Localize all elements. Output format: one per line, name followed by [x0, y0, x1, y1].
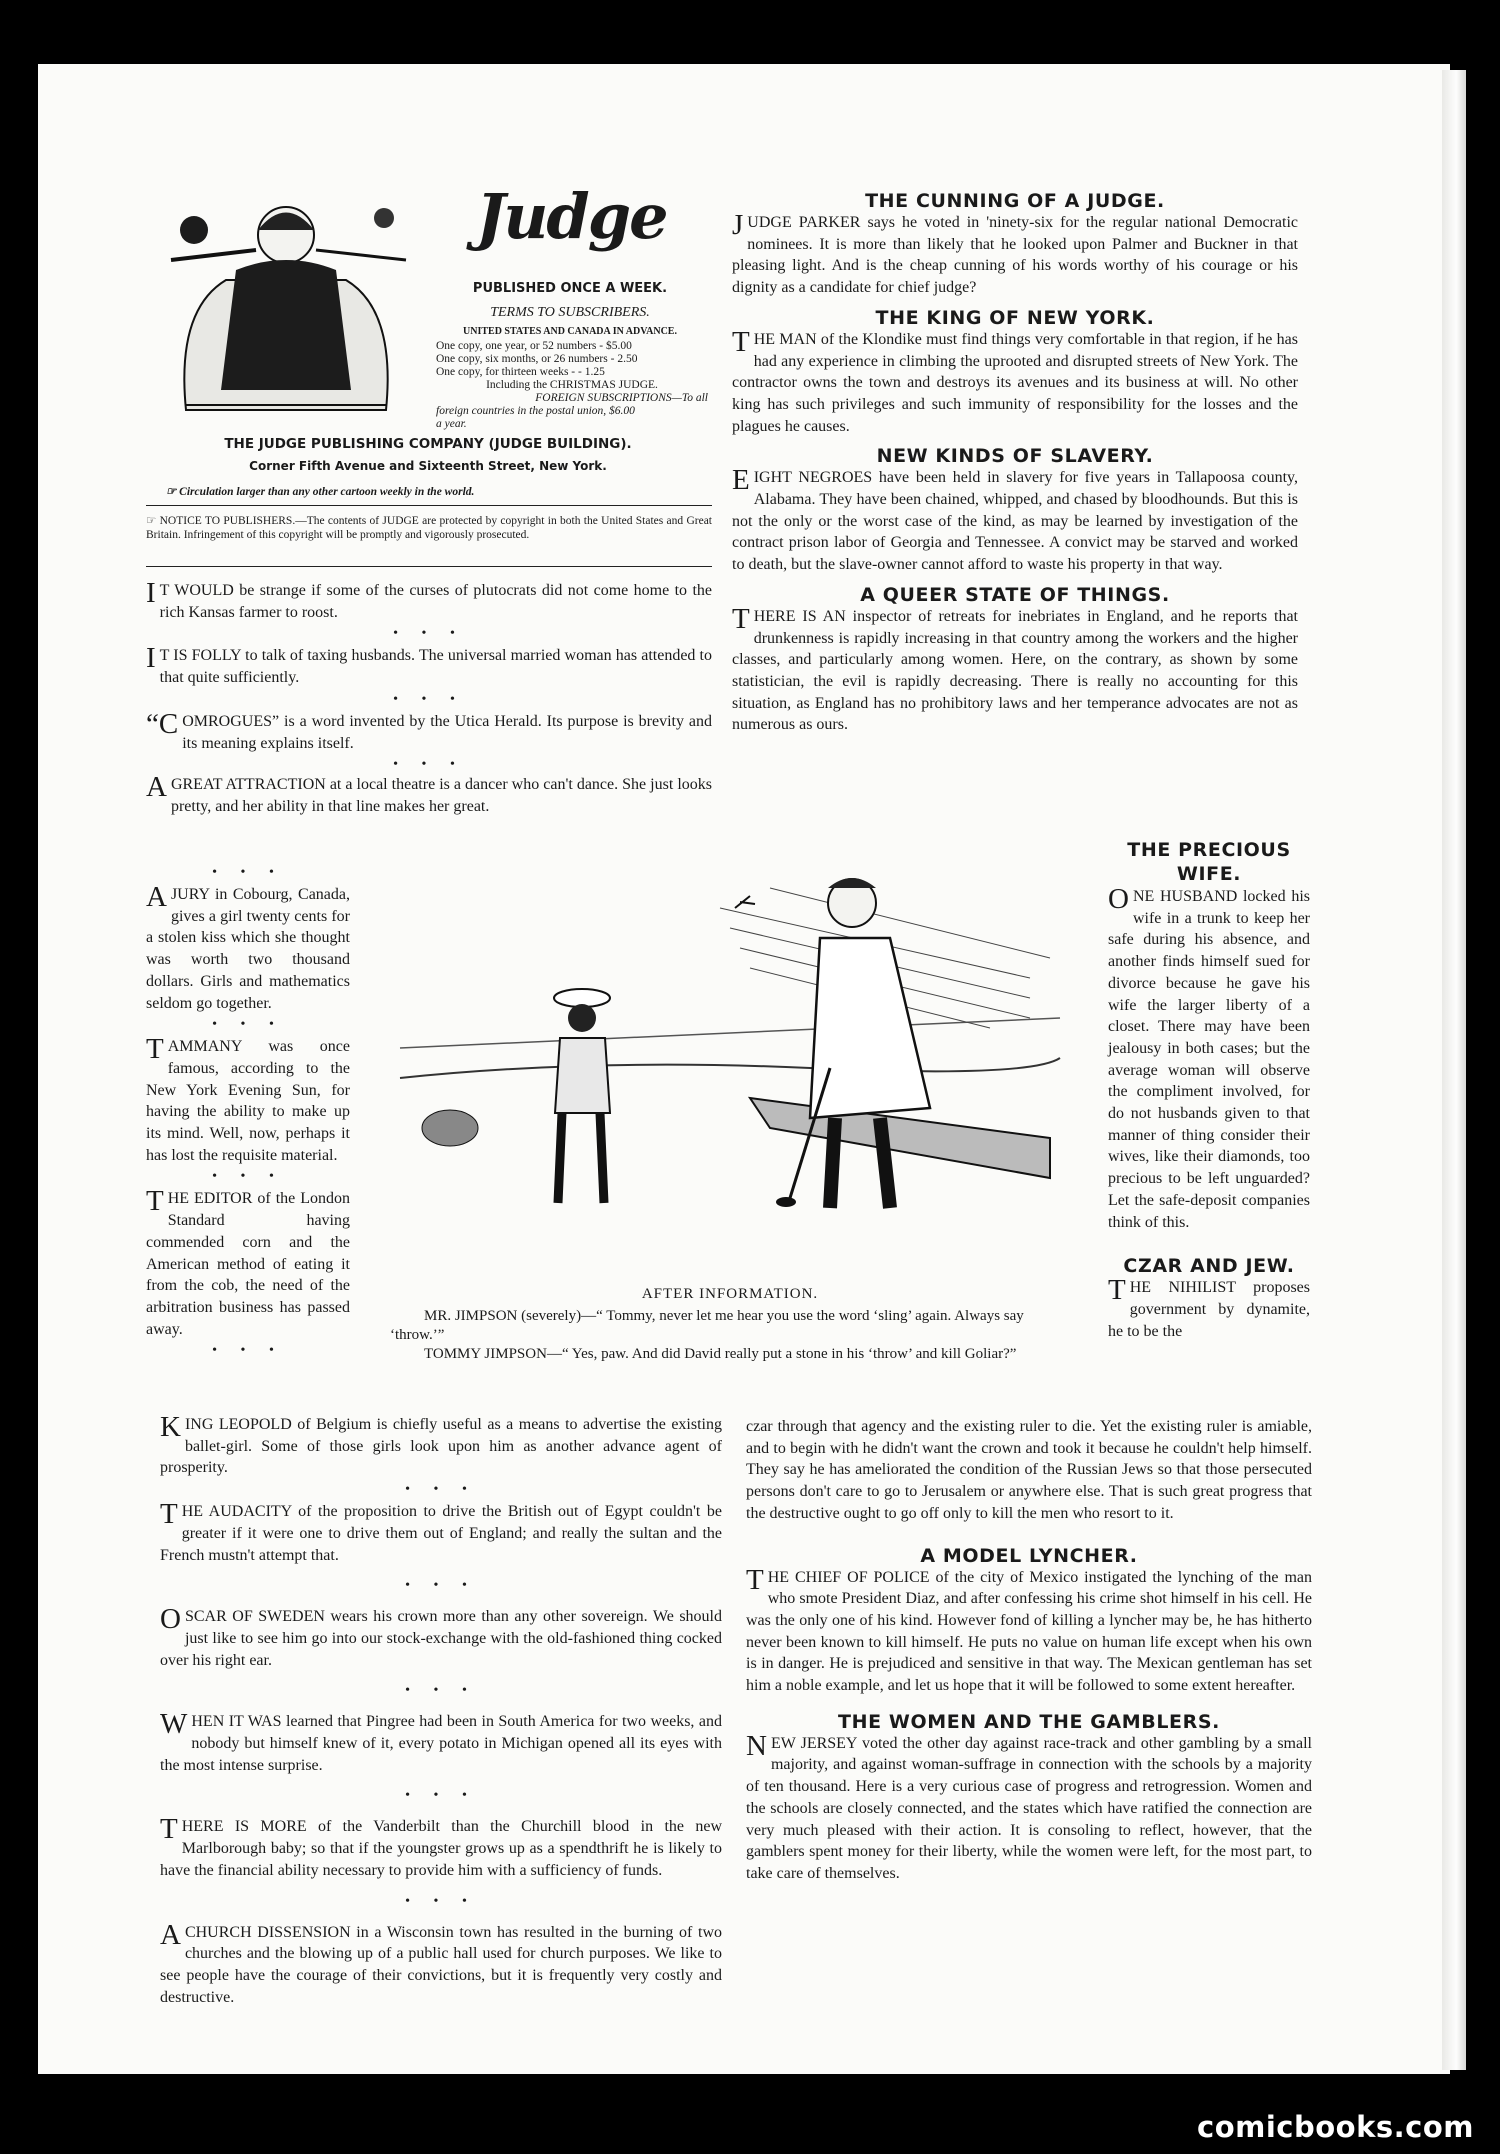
separator-stars: • • • — [393, 691, 465, 707]
article-body: THE NIHILIST proposes government by dynamite, he to be the — [1108, 1274, 1310, 1340]
article-headline: THE CUNNING OF A JUDGE. — [865, 190, 1165, 212]
article-body: THE CHIEF OF POLICE of the city of Mexico instigated the lynching of the man who smote President Diaz, and after confessing his crime shot himself in his cell. He was the only one of his kind. However fond of killing a lyncher may be, he has hitherto never been known to kill himself. He puts no value on human life except when his own is in danger. He is prejudiced and sensitive in that way. The Mexican gentleman has set him a noble example, and let us hope that it will be followed to some extent hereafter. — [746, 1563, 1312, 1695]
cartoon-title: AFTER INFORMATION. — [641, 1286, 819, 1302]
paragraph: THE EDITOR of the London Standard having commended corn and the American method of eating it from the cob, the need of the arbitration business has passed away. — [146, 1185, 350, 1338]
circulation-note: ☞ Circulation larger than any other cartoon weekly in the world. — [166, 486, 475, 498]
divider — [146, 505, 712, 506]
right-column-bottom — [746, 1416, 1312, 1885]
caption-line: TOMMY JIMPSON—“ Yes, paw. And did David really put a stone in his ‘throw’ and kill Goliar?” — [424, 1346, 1017, 1362]
article-headline: THE WOMEN AND THE GAMBLERS. — [838, 1710, 1220, 1733]
paragraph: OSCAR OF SWEDEN wears his crown more than any other sovereign. We should just like to see him go into our stock-exchange with the old-fashioned thing cocked over his right ear. — [160, 1603, 722, 1669]
article-headline: A QUEER STATE OF THINGS. — [860, 583, 1170, 606]
published-weekly: PUBLISHED ONCE A WEEK. — [472, 281, 668, 296]
publisher-notice: ☞ NOTICE TO PUBLISHERS.—The contents of JUDGE are protected by copyright in both the United States and Great Britain. Infringement of this copyright will be promptly and vigorously prosecuted. — [146, 515, 712, 541]
article-headline: THE PRECIOUS WIFE. — [1127, 839, 1291, 885]
site-watermark: comicbooks.com — [1197, 2110, 1474, 2144]
rate-line: One copy, one year, or 52 numbers - $5.00 — [436, 340, 632, 352]
separator-stars: • • • — [405, 1893, 477, 1909]
paragraph: A JURY in Cobourg, Canada, gives a girl twenty cents for a stolen kiss which she thought was worth two thousand dollars. Girls and mathematics seldom go together. — [146, 881, 350, 1012]
separator-stars: • • • — [393, 626, 465, 642]
paragraph: I T WOULD be strange if some of the curses of plutocrats did not come home to the rich Kansas farmer to roost. — [146, 577, 712, 621]
publisher-name: THE JUDGE PUBLISHING COMPANY (JUDGE BUILDING). — [224, 436, 632, 452]
foreign-line: a year. — [436, 418, 467, 430]
article-headline: CZAR AND JEW. — [1123, 1255, 1295, 1278]
article-body: THE MAN of the Klondike must find things very comfortable in that region, if he has had any experience in climbing the uprooted and disrupted streets of New York. The contractor owns the town and destroys its avenues and its business at will. No other king has such privileges and such immunity of responsibility for the losses and the plagues he causes. — [732, 325, 1298, 435]
left-column-bottom — [160, 1411, 722, 2008]
divider — [146, 566, 712, 567]
rates-block — [436, 340, 708, 431]
paragraph: THE AUDACITY of the proposition to drive the British out of Egypt couldn't be greater if it were one to drive them out of England; and really the sultan and the French mustn't attempt that. — [160, 1498, 722, 1564]
article-headline: A MODEL LYNCHER. — [920, 1544, 1138, 1567]
paragraph: A GREAT ATTRACTION at a local theatre is a dancer who can't dance. She just looks pretty, and her ability in that line makes her great. — [146, 771, 712, 815]
foreign-line: FOREIGN SUBSCRIPTIONS—To all — [535, 392, 708, 404]
paragraph: “COMROGUES” is a word invented by the Utica Herald. Its purpose is brevity and its meaning explains itself. — [146, 707, 712, 752]
article-headline: NEW KINDS OF SLAVERY. — [876, 445, 1154, 468]
right-column-top — [732, 190, 1298, 736]
paragraph: KING LEOPOLD of Belgium is chiefly useful as a means to advertise the existing ballet-girl. Some of those girls look upon him as another advance agent of prosperity. — [160, 1411, 722, 1477]
publisher-address: Corner Fifth Avenue and Sixteenth Street, New York. — [249, 459, 607, 473]
paragraph: TAMMANY was once famous, according to the New York Evening Sun, for having the ability to make up its mind. Well, now, perhaps it has lost the requisite material. — [146, 1033, 350, 1164]
masthead-judge-illustration — [146, 190, 416, 420]
separator-stars: • • • — [405, 1788, 477, 1804]
left-narrow-column — [146, 862, 350, 1362]
article-body: EIGHT NEGROES have been held in slavery for five years in Tallapoosa county, Alabama. They have been chained, whipped, and chased by bloodhounds. But this is not the only or the worst case of the kind, as may be learned by investigation of the contract prison labor of Georgia and Tennessee. A convict may be starved and worked to death, but the slave-owner cannot afford to waste his property in that way. — [732, 464, 1298, 574]
masthead-logo: Judge — [476, 180, 667, 253]
article-body: czar through that agency and the existing ruler to die. Yet the existing ruler is amiable, and to begin with he didn't want the crown and took it because he couldn't help himself. They say he has ameliorated the condition of the Russian Jews so that those persecuted persons don't care to go to Jerusalem or anywhere else. That is such great progress that the destructive ought to go off only to kill the men who resort to it. — [746, 1418, 1312, 1522]
paragraph: A CHURCH DISSENSION in a Wisconsin town has resulted in the burning of two churches and the blowing up of a public hall used for church purposes. We like to see people have the courage of their convictions, but it is frequently very costly and destructive. — [160, 1918, 722, 2006]
separator-stars: • • • — [212, 1017, 284, 1033]
separator-stars: • • • — [212, 1343, 284, 1359]
page-spine — [1442, 70, 1466, 2070]
rate-line: One copy, for thirteen weeks - - 1.25 — [436, 366, 605, 378]
left-column-attraction-first — [146, 771, 712, 817]
paragraph: I T IS FOLLY to talk of taxing husbands. The universal married woman has attended to that quite sufficiently. — [146, 642, 712, 687]
separator-stars: • • • — [212, 1169, 284, 1185]
separator-stars: • • • — [405, 1482, 477, 1498]
foreign-line: foreign countries in the postal union, $6.00 — [436, 405, 635, 417]
article-body: THERE IS AN inspector of retreats for inebriates in England, and he reports that drunkenness is rapidly increasing in that country among the workers and the higher classes, and particularly among women. Here, on the contrary, as shown by some statistician, the evil is rapidly decreasing. There is really no accounting for this situation, as England has no prohibitory laws and her temperance advocates are not as numerous as ours. — [732, 602, 1298, 734]
right-narrow-column — [1108, 838, 1310, 1342]
separator-stars: • • • — [405, 1578, 477, 1594]
cartoon-illustration — [390, 868, 1070, 1268]
left-column-top — [146, 577, 712, 776]
caption-line: MR. JIMPSON (severely)—“ Tommy, never let me hear you use the word ‘sling’ again. Always say ‘throw.’” — [390, 1308, 1024, 1343]
separator-stars: • • • — [212, 865, 284, 880]
rate-line: One copy, six months, or 26 numbers - 2.50 — [436, 353, 638, 365]
article-body: ONE HUSBAND locked his wife in a trunk to keep her safe during his absence, and another finds himself sued for divorce because he gave his wife the larger liberty of a closet. There may have been jealousy in both cases; but the average woman will observe the compliment involved, for do not husbands given to that manner of thing consider their wives, like their diamonds, too precious to be left unguarded? Let the safe-deposit companies think of this. — [1108, 883, 1310, 1231]
paragraph: THERE IS MORE of the Vanderbilt than the Churchill blood in the new Marlborough baby; so that if the youngster grows up as a spendthrift he is likely to have the financial ability necessary to provide him with a sufficiency of funds. — [160, 1813, 722, 1879]
article-headline: THE KING OF NEW YORK. — [875, 306, 1155, 329]
christmas-line: Including the CHRISTMAS JUDGE. — [486, 379, 658, 391]
region-line: UNITED STATES AND CANADA IN ADVANCE. — [463, 326, 677, 337]
article-body: JUDGE PARKER says he voted in 'ninety-six for the regular national Democratic nominees. It is more than likely that he looked upon Palmer and Buckner in that pleasing light. And is the cheap cunning of his words worthy of his courage or his dignity as a candidate for chief judge? — [732, 209, 1298, 297]
paragraph: WHEN IT WAS learned that Pingree had been in South America for two weeks, and nobody but himself knew of it, every potato in Michigan opened all its eyes with the most intense surprise. — [160, 1708, 722, 1774]
separator-stars: • • • — [393, 757, 465, 773]
separator-stars: • • • — [405, 1683, 477, 1699]
terms-heading: TERMS TO SUBSCRIBERS. — [490, 305, 650, 320]
article-body: NEW JERSEY voted the other day against race-track and other gambling by a small majority, and against woman-suffrage in connection with the schools by a majority of ten thousand. Here is a very curious case of progress and retrogression. Women and the schools are closely connected, and the states which have ratified the connection are very much pleased with their action. It is consoling to reflect, however, that the gamblers spent money for their liberty, while the women were left, for the most part, to take care of themselves. — [746, 1729, 1312, 1882]
cartoon-caption — [390, 1307, 1080, 1364]
